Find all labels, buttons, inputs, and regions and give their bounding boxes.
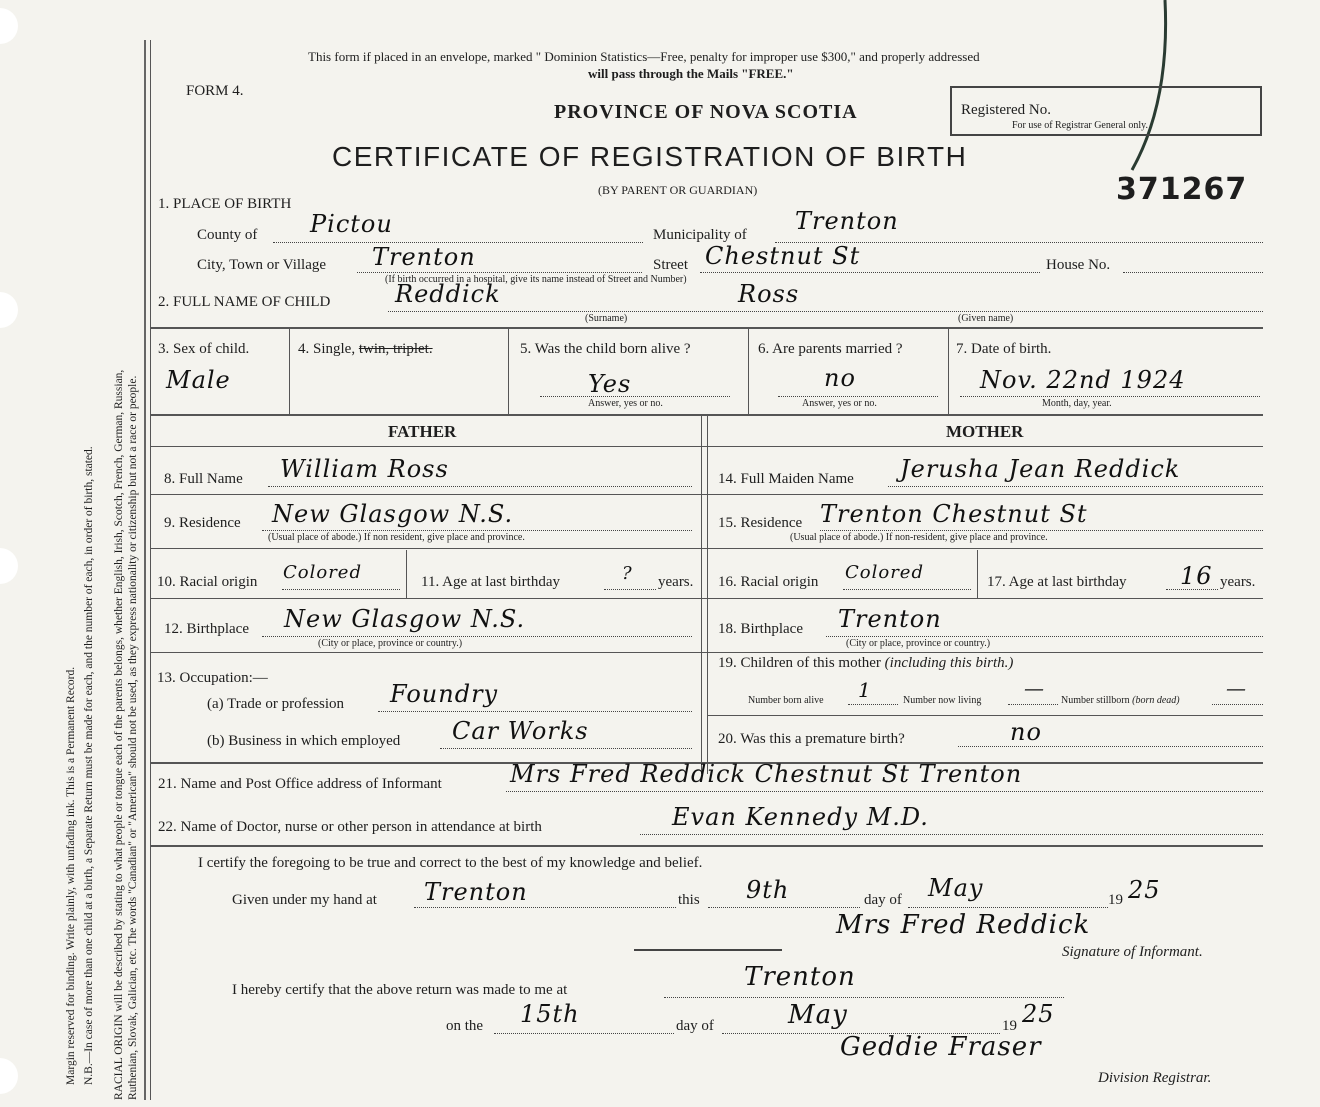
place-of-birth-label: 1. PLACE OF BIRTH (158, 196, 292, 212)
single-label (298, 341, 433, 358)
alive-value: Yes (588, 370, 632, 398)
father-racial: Colored (283, 562, 362, 583)
alive-caption: Answer, yes or no. (588, 398, 663, 409)
mother-birthplace: Trenton (838, 605, 942, 633)
stillborn-value: — (1226, 676, 1247, 700)
given-day: 9th (746, 876, 790, 904)
sex-value: Male (166, 366, 231, 394)
given-name-caption: (Given name) (958, 313, 1014, 324)
married-value: no (824, 364, 856, 392)
county-label: County of (197, 227, 258, 243)
registrar-caption: Division Registrar. (1098, 1070, 1212, 1086)
mother-birthplace-caption: (City or place, province or country.) (846, 638, 991, 649)
surname-caption: (Surname) (585, 313, 628, 324)
mother-residence-label: 15. Residence (718, 515, 803, 531)
mother-racial: Colored (845, 562, 924, 583)
dob-label: 7. Date of birth. (956, 341, 1052, 357)
given-place: Trenton (424, 878, 528, 906)
mother-age: 16 (1180, 562, 1213, 590)
children-label (718, 655, 1013, 672)
municipality-value: Trenton (795, 207, 899, 235)
postal-notice: will pass through the Mails "FREE." (588, 66, 794, 81)
mother-residence-caption: (Usual place of abode.) If non-resident, give place and province. (790, 532, 1048, 543)
born-alive-label: Number born alive (748, 695, 824, 706)
stillborn-label-text: Number stillborn (1061, 695, 1130, 706)
given-year-prefix: 19 (1108, 892, 1123, 908)
informant-value: Mrs Fred Reddick Chestnut St Trenton (510, 760, 1023, 788)
father-age: ? (622, 563, 633, 584)
father-years: years. (658, 574, 694, 590)
father-residence-label: 9. Residence (164, 515, 241, 531)
punch-hole (0, 292, 18, 328)
occupation-label: 13. Occupation:— (157, 670, 268, 686)
registered-number: 371267 (1116, 172, 1248, 207)
registrar-use-note: For use of Registrar General only. (1012, 120, 1148, 131)
father-residence: New Glasgow N.S. (272, 500, 514, 528)
trade-label: (a) Trade or profession (207, 696, 345, 712)
street-label: Street (653, 257, 688, 273)
sex-label: 3. Sex of child. (158, 341, 250, 357)
dob-caption: Month, day, year. (1042, 398, 1112, 409)
registered-box (950, 86, 1262, 136)
father-age-label: 11. Age at last birthday (421, 574, 560, 590)
given-month: May (928, 874, 984, 902)
form-left-border (144, 40, 146, 1100)
child-name-label: 2. FULL NAME OF CHILD (158, 294, 331, 310)
registrar-signature: Geddie Fraser (840, 1032, 1042, 1062)
premature-label: 20. Was this a premature birth? (718, 731, 905, 747)
alive-label: 5. Was the child born alive ? (520, 341, 691, 357)
margin-note: Ruthenian, Slovak, Galician, etc. The words "Canadian" or "American" should not be used, as they express nationality or citizenship but not a race or people. (127, 375, 139, 1100)
given-year-suffix: 25 (1128, 876, 1161, 904)
registrar-month: May (788, 1000, 848, 1030)
province-heading: PROVINCE OF NOVA SCOTIA (554, 101, 858, 123)
margin-note: RACIAL ORIGIN will be described by stating to what people or tongue each of the parents belongs, whether English, Irish, Scotch, French, German, Russian, (113, 369, 125, 1100)
postal-notice: This form if placed in an envelope, marked " Dominion Statistics—Free, penalty for improper use $300," and properly addressed (308, 49, 980, 64)
mother-age-label: 17. Age at last birthday (987, 574, 1127, 590)
punch-hole (0, 8, 18, 44)
doctor-label: 22. Name of Doctor, nurse or other person in attendance at birth (158, 819, 542, 835)
doctor-value: Evan Kennedy M.D. (672, 803, 929, 831)
street-value: Chestnut St (705, 242, 861, 270)
mother-years: years. (1220, 574, 1256, 590)
margin-note: N.B.—In case of more than one child at a birth, a Separate Return must be made for each, and the number of each, in order of birth, stated. (83, 446, 95, 1085)
given-under-label: Given under my hand at (232, 892, 377, 908)
registrar-day-of-label: day of (676, 1018, 714, 1034)
hospital-note: (If birth occurred in a hospital, give its name instead of Street and Number) (385, 274, 687, 285)
city-label: City, Town or Village (197, 257, 327, 273)
premature-value: no (1010, 718, 1042, 746)
house-label: House No. (1046, 257, 1111, 273)
registrar-place: Trenton (744, 962, 856, 992)
father-birthplace-label: 12. Birthplace (164, 621, 249, 637)
page-title: CERTIFICATE OF REGISTRATION OF BIRTH (332, 141, 968, 172)
mother-name-label: 14. Full Maiden Name (718, 471, 854, 487)
mother-residence: Trenton Chestnut St (820, 500, 1088, 528)
trade-value: Foundry (390, 680, 499, 708)
business-value: Car Works (452, 717, 589, 745)
father-racial-label: 10. Racial origin (157, 574, 258, 590)
child-given-name: Ross (738, 280, 800, 308)
margin-note: Margin reserved for binding. Write plainly, with unfading ink. This is a Permanent Record. (65, 666, 77, 1085)
form-left-border (150, 40, 151, 1100)
county-value: Pictou (310, 210, 393, 238)
mother-heading: MOTHER (946, 422, 1024, 441)
registrar-year-suffix: 25 (1022, 1000, 1055, 1028)
father-residence-caption: (Usual place of abode.) If non resident, give place and province. (268, 532, 525, 543)
registrar-statement: I hereby certify that the above return was made to me at (232, 982, 568, 998)
punch-hole (0, 548, 18, 584)
business-label: (b) Business in which employed (207, 733, 401, 749)
registrar-year-prefix: 19 (1002, 1018, 1017, 1034)
children-label-text: 19. Children of this mother (718, 655, 881, 671)
informant-label: 21. Name and Post Office address of Informant (158, 776, 442, 792)
certify-statement: I certify the foregoing to be true and correct to the best of my knowledge and belief. (198, 855, 703, 871)
this-label: this (678, 892, 700, 908)
mother-birthplace-label: 18. Birthplace (718, 621, 803, 637)
married-caption: Answer, yes or no. (802, 398, 877, 409)
single-label-text: 4. Single, (298, 341, 356, 357)
now-living-label: Number now living (903, 695, 982, 706)
stillborn-note: (born dead) (1132, 695, 1180, 706)
father-birthplace-caption: (City or place, province or country.) (318, 638, 463, 649)
mother-name: Jerusha Jean Reddick (900, 455, 1181, 483)
father-birthplace: New Glasgow N.S. (284, 605, 526, 633)
born-alive-value: 1 (858, 678, 872, 702)
stillborn-label (1061, 695, 1180, 706)
day-of-label: day of (864, 892, 902, 908)
page-subtitle: (BY PARENT OR GUARDIAN) (598, 183, 758, 197)
city-value: Trenton (372, 243, 476, 271)
father-heading: FATHER (388, 422, 457, 441)
municipality-label: Municipality of (653, 227, 747, 243)
punch-hole (0, 1058, 18, 1094)
form-number: FORM 4. (186, 83, 244, 99)
father-name: William Ross (280, 455, 449, 483)
mother-racial-label: 16. Racial origin (718, 574, 819, 590)
registrar-day: 15th (520, 1000, 580, 1028)
on-the-label: on the (446, 1018, 484, 1034)
informant-signature: Mrs Fred Reddick (836, 910, 1091, 940)
child-surname: Reddick (395, 280, 501, 308)
single-label-struck: twin, triplet. (358, 341, 433, 357)
informant-signature-caption: Signature of Informant. (1062, 944, 1203, 960)
now-living-value: — (1024, 676, 1045, 700)
married-label: 6. Are parents married ? (758, 341, 903, 357)
registered-label: Registered No. (961, 102, 1051, 118)
children-note: (including this birth.) (884, 655, 1014, 671)
father-name-label: 8. Full Name (164, 471, 243, 487)
dob-value: Nov. 22nd 1924 (980, 366, 1186, 394)
